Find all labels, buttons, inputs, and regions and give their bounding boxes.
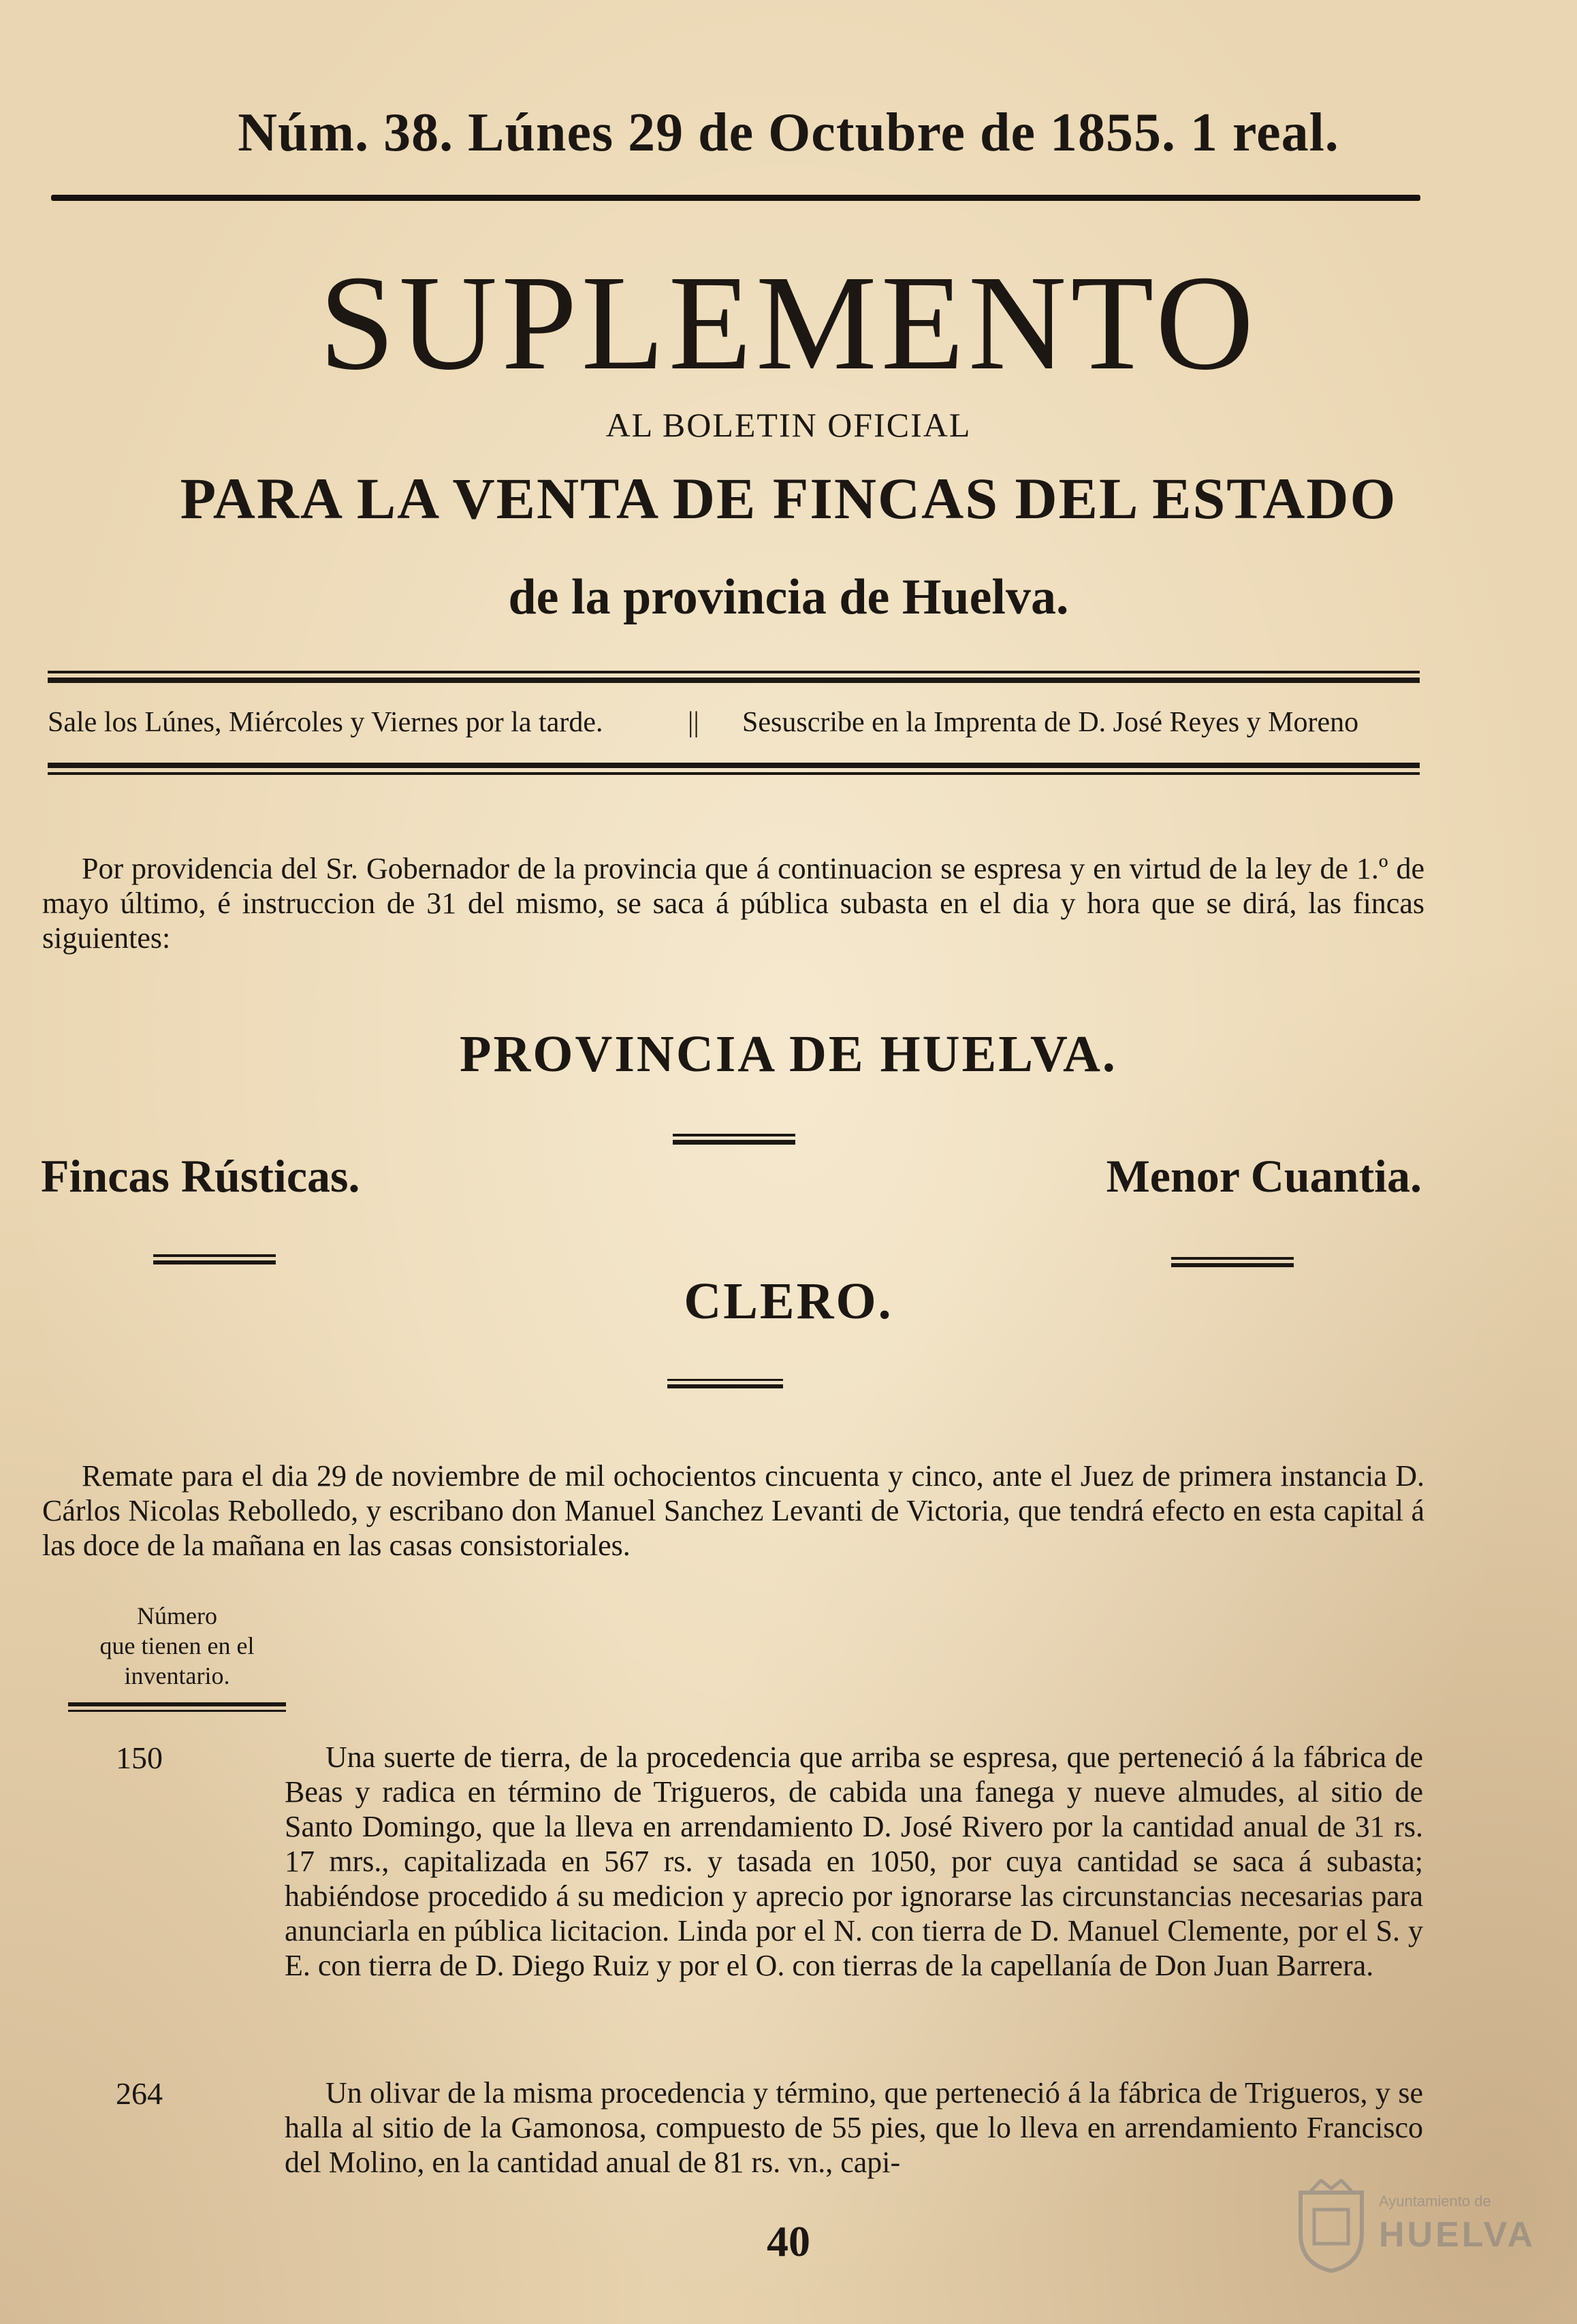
inventory-header-line3: inventario.	[124, 1662, 230, 1689]
section-heading: CLERO.	[684, 1273, 893, 1330]
province-heading: PROVINCIA DE HUELVA.	[460, 1025, 1117, 1083]
watermark-line2: HUELVA	[1379, 2215, 1536, 2255]
entry-number: 264	[116, 2076, 163, 2111]
upper-decorative-rule	[48, 671, 1420, 683]
right-category-ornament	[1171, 1257, 1294, 1267]
category-amount: Menor Cuantia.	[1106, 1150, 1422, 1202]
subscription-separator: ||	[688, 707, 699, 738]
archive-watermark	[1294, 2165, 1536, 2308]
page-number: 40	[767, 2217, 810, 2265]
inventory-header-rule	[68, 1702, 286, 1712]
issue-line: Núm. 38. Lúnes 29 de Octubre de 1855. 1 real.	[238, 103, 1339, 163]
supplement-purpose: PARA LA VENTA DE FINCAS DEL ESTADO	[180, 466, 1397, 531]
category-rustic: Fincas Rústicas.	[41, 1150, 360, 1202]
entry-number: 150	[116, 1740, 163, 1775]
inventory-header-line2: que tienen en el	[99, 1632, 255, 1659]
subscription-info: Sesuscribe en la Imprenta de D. José Reyes y Moreno	[742, 707, 1359, 738]
masthead-rule	[51, 195, 1420, 201]
watermark-line1: Ayuntamiento de	[1379, 2193, 1491, 2210]
publication-days: Sale los Lúnes, Miércoles y Viernes por la tarde.	[48, 707, 603, 738]
inventory-header-line1: Número	[137, 1602, 217, 1629]
entry-description: Una suerte de tierra, de la procedencia que arriba se espresa, que perteneció á la fábrica de Beas y radica en término de Trigueros, de cabida una fanega y nueve almudes, al sitio de Santo Domingo, que la lleva en arrendamiento D. José Rivero por la cantidad anual de 31 rs. 17 mrs., capitalizada en 567 rs. y tasada en 1050, por cuya cantidad se saca á subasta; habiéndose procedido á su medicion y aprecio por ignorarse las circunstancias necesarias para anunciarla en pública licitacion. Linda por el N. con tierra de D. Manuel Clemente, por el S. y E. con tierra de D. Diego Ruiz y por el O. con tierras de la capellanía de Don Juan Barrera.	[285, 1740, 1423, 1982]
lower-decorative-rule	[48, 763, 1420, 775]
auction-paragraph: Remate para el dia 29 de noviembre de mil ochocientos cincuenta y cinco, ante el Juez de primera instancia D. Cárlos Nicolas Rebolledo, y escribano don Manuel Sanchez Levanti de Victoria, que tendrá efecto en esta capital á las doce de la mañana en las casas consistoriales.	[42, 1459, 1424, 1562]
coat-of-arms-icon	[1294, 2179, 1369, 2274]
supplement-province: de la provincia de Huelva.	[508, 569, 1069, 625]
left-category-ornament	[153, 1254, 276, 1264]
supplement-subtitle: AL BOLETIN OFICIAL	[605, 406, 972, 444]
intro-paragraph: Por providencia del Sr. Gobernador de la provincia que á continuacion se espresa y en virtud de la ley de 1.º de mayo último, é instruccion de 31 del mismo, se saca á pública subasta en el dia y hora que se dirá, las fincas siguientes:	[42, 852, 1424, 955]
supplement-title: SUPLEMENTO	[319, 248, 1258, 398]
section-ornament	[667, 1379, 783, 1388]
province-ornament	[673, 1134, 795, 1145]
entry-description: Un olivar de la misma procedencia y término, que perteneció á la fábrica de Trigueros, y se halla al sitio de la Gamonosa, compuesto de 55 pies, que lo lleva en arrendamiento Francisco del Molino, en la cantidad anual de 81 rs. vn., capi-	[285, 2076, 1423, 2179]
